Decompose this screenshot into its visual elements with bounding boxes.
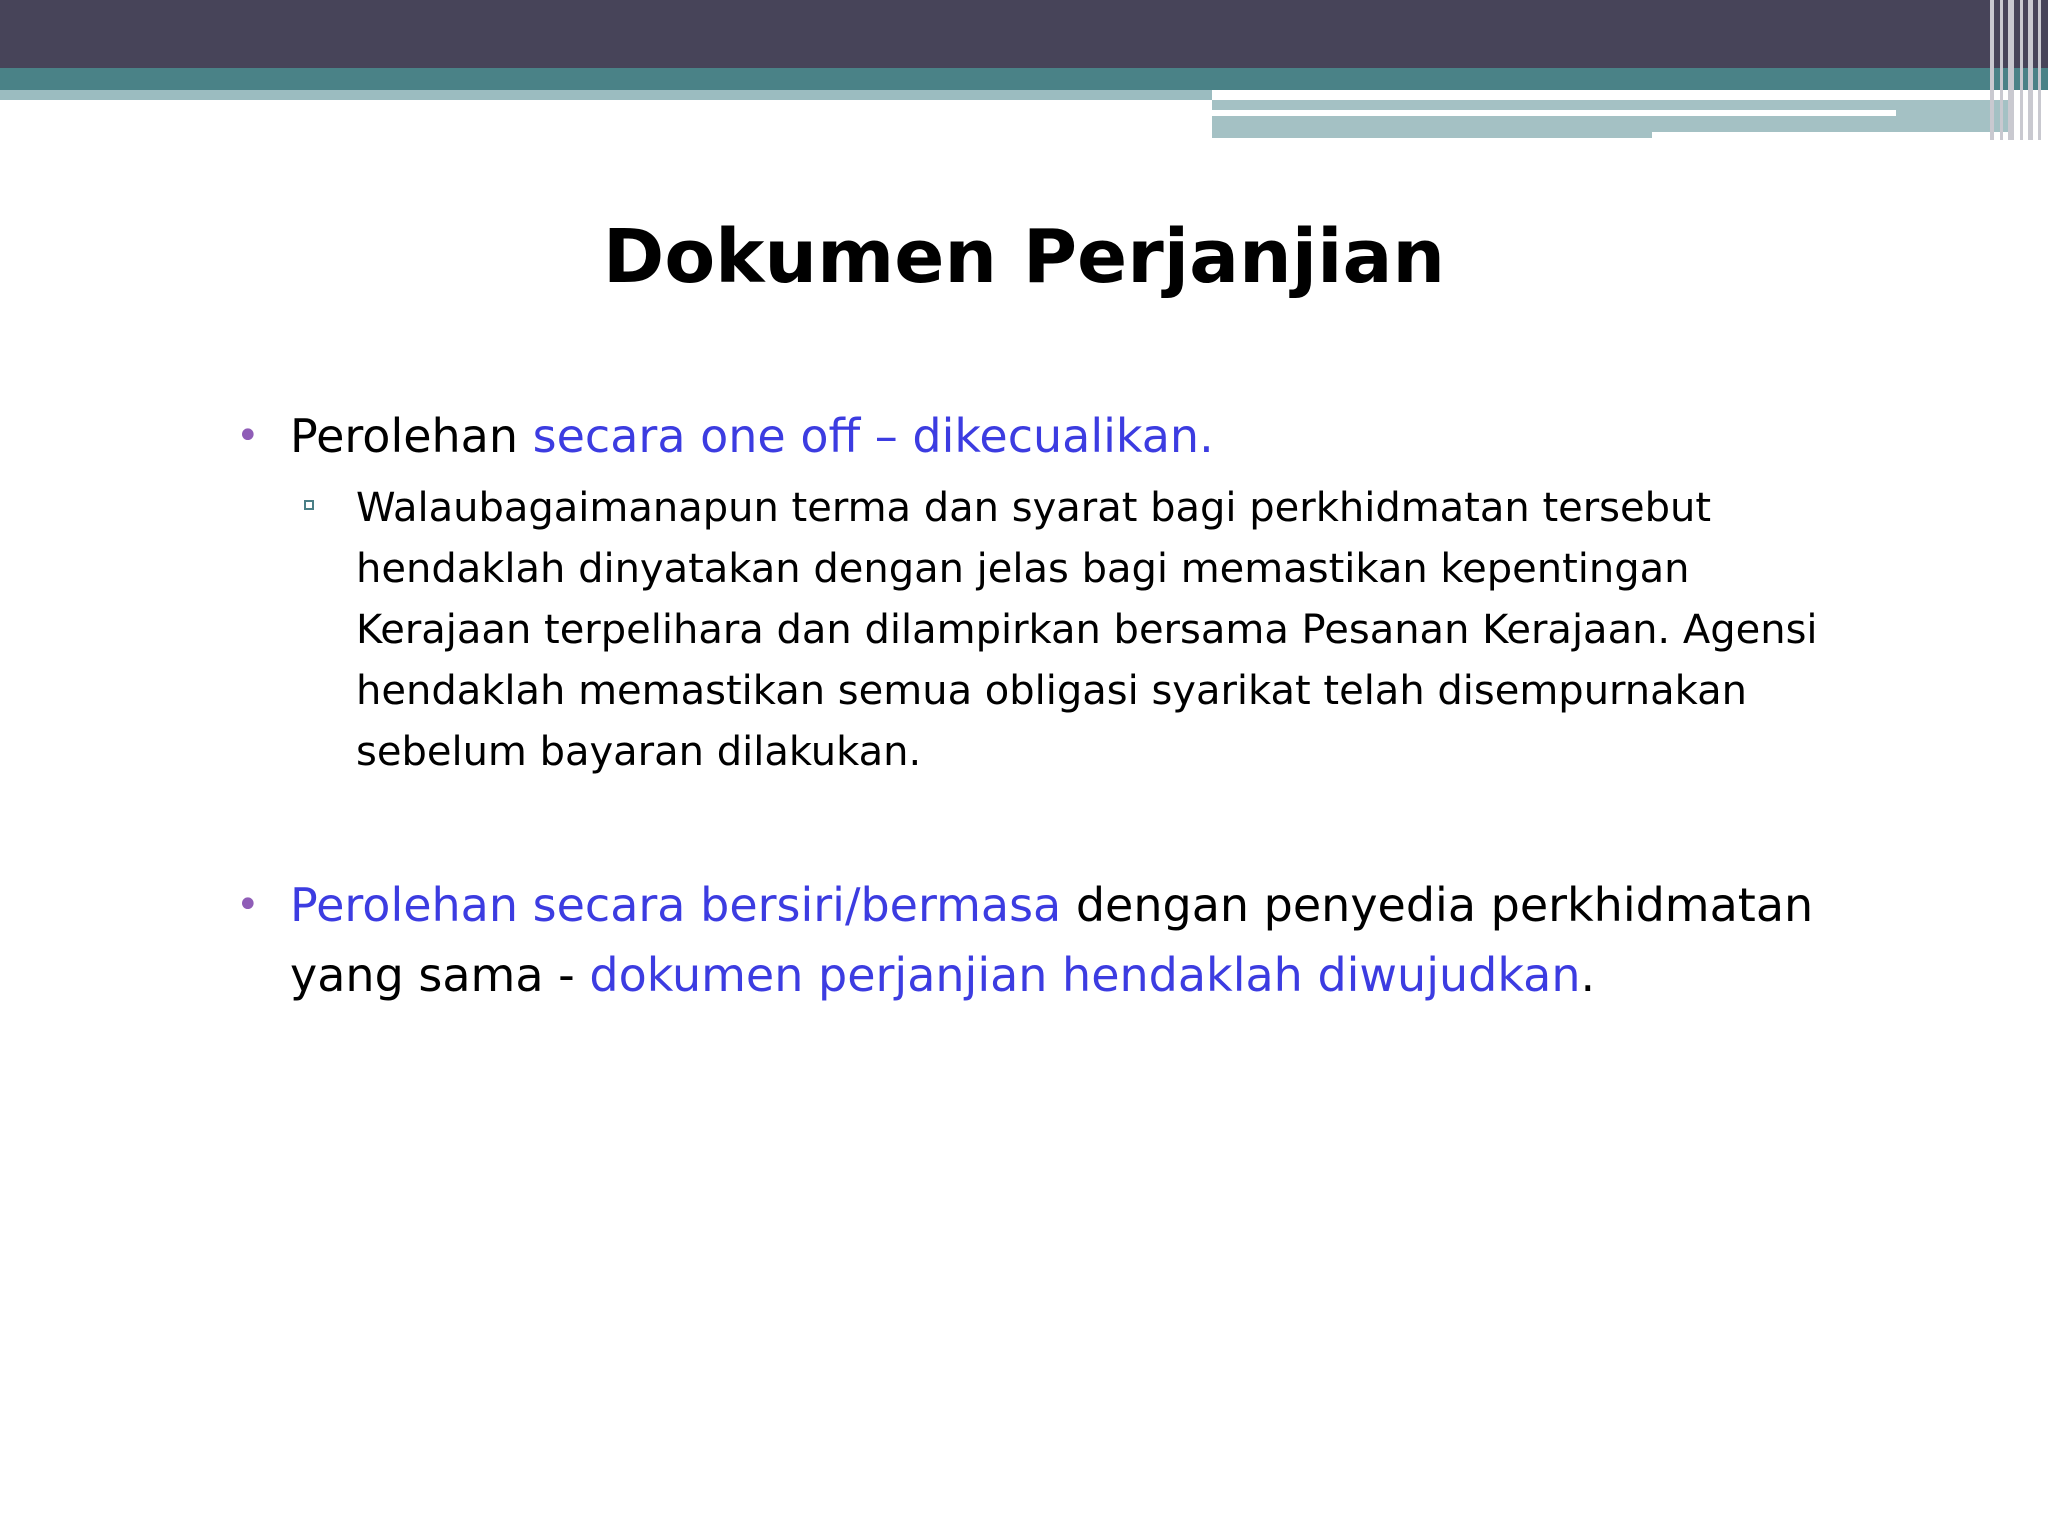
header-vertical-bar [2008, 0, 2014, 140]
sub-bullet-item-terms [356, 478, 1876, 783]
bullet-text: . [1580, 948, 1596, 1002]
header-vertical-bar [1990, 0, 1994, 140]
bullet-text-highlight: dokumen perjanjian hendaklah diwujudkan [589, 948, 1581, 1002]
bullet-item-one-off [236, 401, 1870, 471]
slide-title: Dokumen Perjanjian [602, 214, 1446, 300]
header-stripe [1652, 132, 2012, 140]
header-stripe [1212, 110, 1896, 116]
header-vertical-bar [2028, 0, 2033, 140]
header-vertical-bar [2020, 0, 2023, 140]
header-vertical-bar [2000, 0, 2003, 140]
sub-bullet-text: Walaubagaimanapun terma dan syarat bagi perkhidmatan tersebut hendaklah dinyatakan dengan jelas bagi memastikan kepentingan Kerajaan terpelihara dan dilampirkan bersama Pesanan Kerajaan. Agensi hendaklah memastikan semua obligasi syarikat telah disempurnakan sebelum bayaran dilakukan. [356, 485, 1818, 775]
bullet-text: Perolehan [290, 409, 533, 463]
bullet-item-bersiri [236, 870, 1870, 1010]
square-bullet-icon [304, 500, 314, 510]
bullet-text: dengan penyedia perkhidmatan yang sama - [290, 878, 1814, 1002]
bullet-text-highlight: secara one off – dikecualikan. [532, 409, 1214, 463]
header-band-dark [0, 0, 2048, 68]
header-vertical-bar [2038, 0, 2041, 140]
header-vertical-bars [1990, 0, 2048, 140]
bullet-dot-icon: • [236, 882, 260, 928]
bullet-dot-icon: • [236, 413, 260, 459]
bullet-text-highlight: Perolehan secara bersiri/bermasa [290, 878, 1062, 932]
header-band-teal [0, 68, 2048, 90]
header-band-light-left [0, 90, 1212, 100]
